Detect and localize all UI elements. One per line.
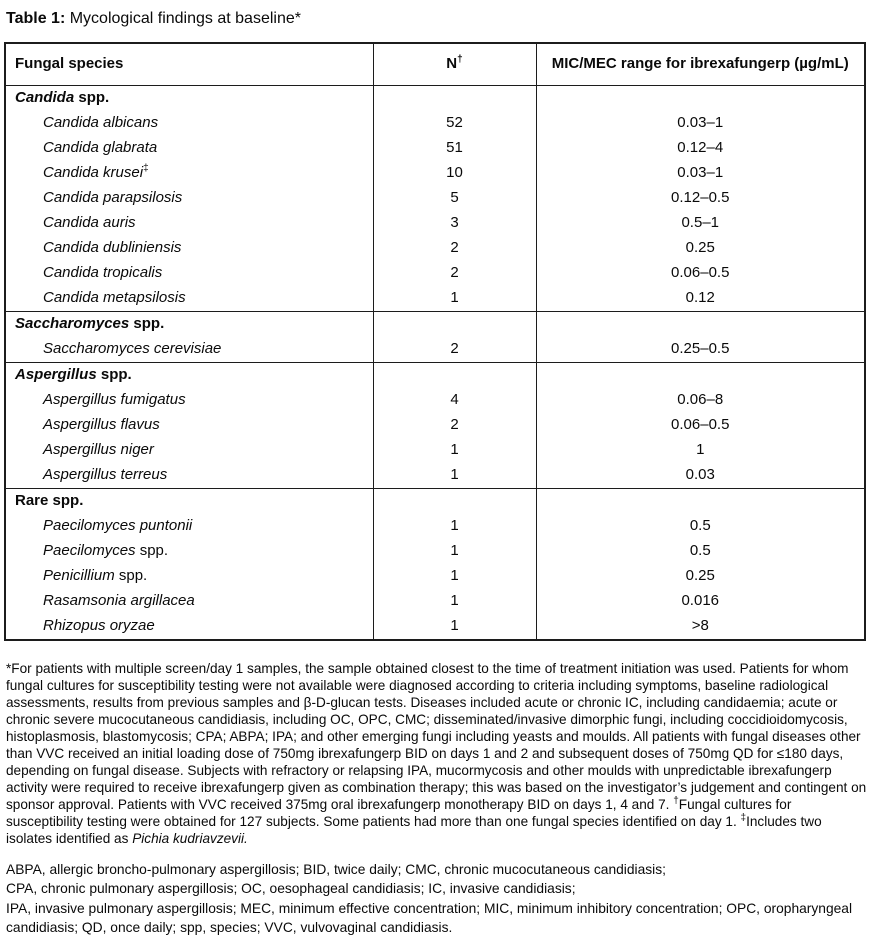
mic-value: 0.5 <box>536 514 865 539</box>
section-header-row-saccharomyces <box>5 311 865 337</box>
section-header-row-candida <box>5 85 865 111</box>
species-name: Candida albicans <box>43 113 159 131</box>
header-mic-range: MIC/MEC range for ibrexafungerp (µg/mL) <box>536 43 865 85</box>
species-name: Rhizopus oryzae <box>43 616 155 634</box>
abbreviations-line-3: IPA, invasive pulmonary aspergillosis; MEC, minimum effective concentration; MIC, minimum inhibitory concentration; OPC, oropharyngeal candidiasis; QD, once daily; spp, species; VVC, vulvovaginal candidiasis. <box>6 900 853 935</box>
mic-value: 0.5 <box>536 539 865 564</box>
species-name: Aspergillus niger <box>43 440 154 458</box>
table-header <box>5 43 865 85</box>
table-title-label: Table 1: <box>6 10 66 27</box>
mic-value: >8 <box>536 614 865 640</box>
mic-value: 0.25 <box>536 236 865 261</box>
species-name: Candida glabrata <box>43 138 158 156</box>
mic-value: 0.12 <box>536 286 865 312</box>
n-value: 5 <box>373 186 536 211</box>
mic-value: 0.016 <box>536 589 865 614</box>
species-suffix: spp. <box>135 541 169 559</box>
species-name: Saccharomyces cerevisiae <box>43 339 222 357</box>
header-n <box>373 43 536 85</box>
header-n-dagger: † <box>457 54 463 66</box>
table-row <box>5 186 865 211</box>
mic-value: 0.06–8 <box>536 388 865 413</box>
table-row <box>5 438 865 463</box>
n-value: 3 <box>373 211 536 236</box>
table-row <box>5 286 865 312</box>
mic-value: 0.06–0.5 <box>536 261 865 286</box>
species-suffix: spp. <box>114 566 148 584</box>
header-fungal-species: Fungal species <box>5 43 373 85</box>
mic-value: 0.25 <box>536 564 865 589</box>
species-name: Rasamsonia argillacea <box>43 591 195 609</box>
mic-value: 0.06–0.5 <box>536 413 865 438</box>
table-body <box>5 85 865 640</box>
table-title-text: Mycological findings at baseline* <box>65 10 301 27</box>
species-name: Paecilomyces puntonii <box>43 516 193 534</box>
dagger-marker: † <box>673 794 679 806</box>
species-name: Aspergillus terreus <box>43 465 168 483</box>
n-value: 2 <box>373 236 536 261</box>
species-name: Candida tropicalis <box>43 263 163 281</box>
double-dagger-marker: ‡ <box>740 811 747 823</box>
mycological-findings-table <box>4 42 866 641</box>
table-row <box>5 388 865 413</box>
section-genus: Candida <box>15 88 75 106</box>
table-row <box>5 236 865 261</box>
abbreviations-line-1: ABPA, allergic broncho-pulmonary aspergillosis; BID, twice daily; CMC, chronic mucocutaneous candidiasis; <box>6 861 666 877</box>
species-name: Penicillium <box>43 566 115 584</box>
table-row <box>5 614 865 640</box>
table-row <box>5 261 865 286</box>
n-value: 1 <box>373 589 536 614</box>
species-name: Candida krusei <box>43 163 144 181</box>
species-name: Candida auris <box>43 213 136 231</box>
section-header-row-aspergillus <box>5 362 865 388</box>
species-superscript: ‡ <box>143 162 149 174</box>
section-header-row-rare <box>5 488 865 514</box>
species-name: Paecilomyces <box>43 541 136 559</box>
section-genus: Saccharomyces <box>15 314 130 332</box>
species-name: Candida parapsilosis <box>43 188 183 206</box>
header-row <box>5 43 865 85</box>
section-suffix: Rare spp. <box>15 491 84 509</box>
table-row <box>5 413 865 438</box>
table-row <box>5 589 865 614</box>
table-title <box>6 9 868 28</box>
table-row <box>5 211 865 236</box>
abbreviations-line-2: CPA, chronic pulmonary aspergillosis; OC, oesophageal candidiasis; IC, invasive candidiasis; <box>6 881 576 896</box>
n-value: 2 <box>373 413 536 438</box>
footnote-text-3: Includes two isolates identified as <box>6 813 822 846</box>
species-name: Aspergillus fumigatus <box>43 390 186 408</box>
mic-value: 0.03–1 <box>536 111 865 136</box>
n-value: 1 <box>373 514 536 539</box>
section-genus: Aspergillus <box>15 365 97 383</box>
table-row <box>5 564 865 589</box>
footnote-paragraph <box>6 660 870 847</box>
footnote-species-italic: Pichia kudriavzevii. <box>132 830 248 846</box>
table-row <box>5 463 865 489</box>
table-row <box>5 161 865 186</box>
n-value: 51 <box>373 136 536 161</box>
n-value: 1 <box>373 438 536 463</box>
table-row <box>5 514 865 539</box>
section-suffix: spp. <box>129 314 165 332</box>
n-value: 1 <box>373 564 536 589</box>
table-row <box>5 337 865 363</box>
n-value: 1 <box>373 614 536 640</box>
abbreviations-paragraph <box>6 860 870 938</box>
n-value: 4 <box>373 388 536 413</box>
n-value: 10 <box>373 161 536 186</box>
footnote-text-2: Fungal cultures for susceptibility testing were obtained for 127 subjects. Some patients had more than one fungal species identified on day 1. <box>6 796 792 829</box>
mic-value: 0.03–1 <box>536 161 865 186</box>
n-value: 52 <box>373 111 536 136</box>
header-n-label: N <box>446 55 458 73</box>
species-name: Candida metapsilosis <box>43 288 186 306</box>
n-value: 1 <box>373 539 536 564</box>
mic-value: 0.03 <box>536 463 865 489</box>
n-value: 2 <box>373 261 536 286</box>
section-suffix: spp. <box>74 88 110 106</box>
mic-value: 0.25–0.5 <box>536 337 865 363</box>
n-value: 1 <box>373 463 536 489</box>
species-name: Candida dubliniensis <box>43 238 182 256</box>
n-value: 1 <box>373 286 536 312</box>
table-row <box>5 539 865 564</box>
mic-value: 0.12–0.5 <box>536 186 865 211</box>
section-suffix: spp. <box>96 365 132 383</box>
n-value: 2 <box>373 337 536 363</box>
species-name: Aspergillus flavus <box>43 415 160 433</box>
mic-value: 0.12–4 <box>536 136 865 161</box>
table-row <box>5 111 865 136</box>
mic-value: 0.5–1 <box>536 211 865 236</box>
footnote-text-1: *For patients with multiple screen/day 1 samples, the sample obtained closest to the time of treatment initiation was used. Patients for whom fungal cultures for susceptibility testing were not available were diagnosed according to criteria including symptoms, baseline radiological assessments, results from previous samples and β-D-glucan tests. Diseases included acute or chronic IC, including candidaemia; acute or chronic severe mucocutaneous candidiasis, including OC, OPC, CMC; disseminated/invasive dimorphic fungi, including coccidioidomycosis, histoplasmosis, blastomycosis; CPA; ABPA; IPA; and other emerging fungi including yeasts and moulds. All patients with fungal diseases other than VVC received an initial loading dose of 750mg ibrexafungerp BID on days 1 and 2 and subsequent doses of 750mg QD for ≤180 days, depending on fungal disease. Subjects with refractory or relapsing IPA, mucormycosis and other moulds with unpredictable ibrexafungerp activity were required to receive ibrexafungerp given as combination therapy; this was based on the investigator’s judgement and contingent on sponsor approval. Patients with VVC received 375mg oral ibrexafungerp monotherapy BID on days 1, 4 and 7. <box>6 660 867 812</box>
mic-value: 1 <box>536 438 865 463</box>
table-row <box>5 136 865 161</box>
